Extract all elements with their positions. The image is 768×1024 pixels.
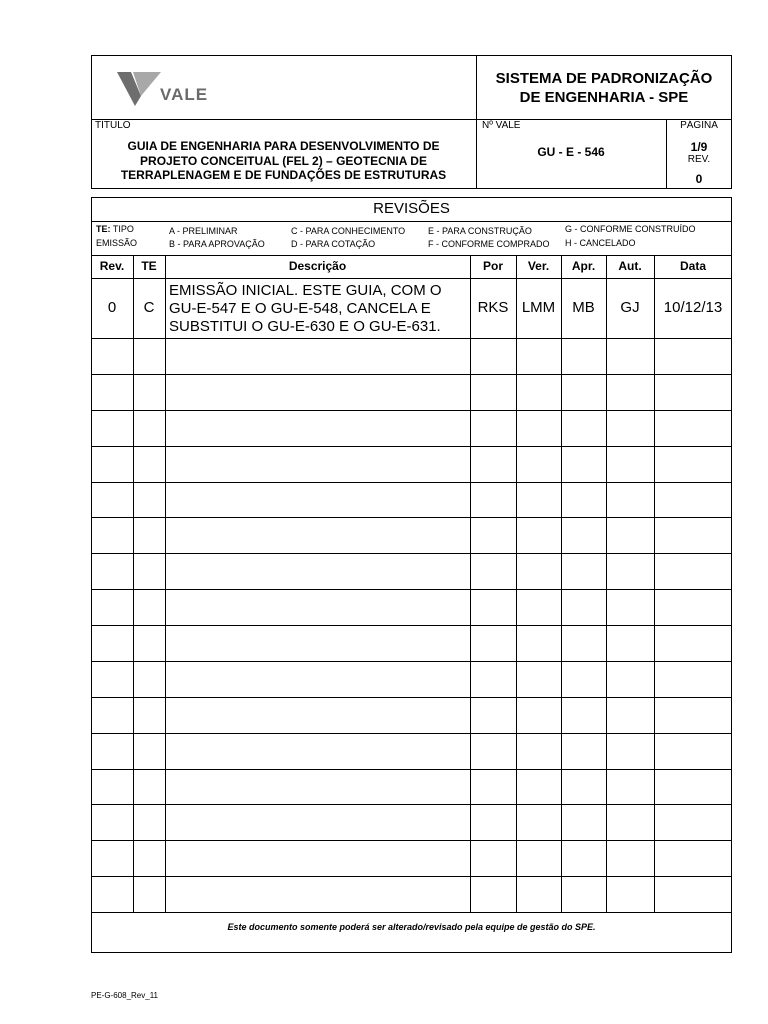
legend-d: D - PARA COTAÇÃO [291, 239, 376, 249]
rev-label: REV. [687, 154, 711, 165]
table-row-line [91, 410, 732, 411]
table-row-line [91, 338, 732, 339]
te-label: TE: [96, 224, 111, 234]
legend-h: H - CANCELADO [565, 238, 636, 248]
titulo-label: TÍTULO [95, 120, 131, 131]
table-row-line [91, 733, 732, 734]
table-top-line [91, 255, 732, 256]
col-header-rev: Rev. [99, 259, 125, 273]
revisions-title-divider [91, 221, 732, 222]
legend-g: G - CONFORME CONSTRUÍDO [565, 224, 696, 234]
table-col-line [470, 255, 471, 912]
row1-apr: MB [572, 299, 595, 316]
table-row-line [91, 625, 732, 626]
table-col-line [516, 255, 517, 912]
legend-e: E - PARA CONSTRUÇÃO [428, 226, 532, 236]
col-header-por: Por [482, 259, 503, 273]
doc-title-line3: TERRAPLENAGEM E DE FUNDAÇÕES DE ESTRUTURAS [120, 168, 447, 182]
row1-aut: GJ [620, 299, 640, 316]
col-header-te: TE [141, 259, 157, 273]
row1-ver: LMM [521, 299, 556, 316]
table-row-line [91, 804, 732, 805]
row1-desc-line3: SUBSTITUI O GU-E-630 E O GU-E-631. [169, 318, 441, 335]
doc-number: GU - E - 546 [537, 145, 605, 159]
table-row-line [91, 374, 732, 375]
col-header-apr: Apr. [571, 259, 596, 273]
doc-title-line2: PROJETO CONCEITUAL (FEL 2) – GEOTECNIA DE [140, 154, 427, 168]
table-header-line [91, 278, 732, 279]
table-row-line [91, 517, 732, 518]
legend-a: A - PRELIMINAR [169, 226, 238, 236]
table-row-line [91, 697, 732, 698]
table-col-line [561, 255, 562, 912]
col-header-data: Data [679, 259, 706, 273]
table-row-line [91, 661, 732, 662]
footer-note: Este documento somente poderá ser alterado/revisado pela equipe de gestão do SPE. [227, 922, 596, 932]
table-col-line [133, 255, 134, 912]
legend-b: B - PARA APROVAÇÃO [169, 239, 265, 249]
row1-rev: 0 [107, 299, 117, 316]
table-row-line [91, 553, 732, 554]
pagina-label: PÁGINA [680, 120, 718, 131]
table-row-line [91, 446, 732, 447]
row1-desc-line2: GU-E-547 E O GU-E-548, CANCELA E [169, 300, 431, 317]
table-col-line [654, 255, 655, 912]
row1-te: C [143, 299, 155, 316]
table-col-line [606, 255, 607, 912]
nvale-label: Nº VALE [482, 120, 521, 131]
row1-desc-line1: EMISSÃO INICIAL. ESTE GUIA, COM O [169, 282, 442, 299]
logo-text: VALE [160, 85, 209, 104]
doc-title-line1: GUIA DE ENGENHARIA PARA DESENVOLVIMENTO DE [127, 139, 440, 153]
system-title-line1: SISTEMA DE PADRONIZAÇÃO [495, 70, 713, 87]
row1-data: 10/12/13 [663, 299, 723, 316]
vale-logo-icon [115, 68, 165, 108]
table-row-line [91, 912, 732, 913]
table-row-line [91, 589, 732, 590]
legend-f: F - CONFORME COMPRADO [428, 239, 550, 249]
table-row-line [91, 482, 732, 483]
col-header-descricao: Descrição [288, 259, 347, 273]
rev-number: 0 [695, 172, 703, 186]
col-header-ver: Ver. [527, 259, 550, 273]
table-col-line [165, 255, 166, 912]
table-row-line [91, 769, 732, 770]
table-row-line [91, 876, 732, 877]
table-row-line [91, 840, 732, 841]
page-number: 1/9 [690, 140, 708, 154]
system-title-line2: DE ENGENHARIA - SPE [519, 89, 689, 106]
revisions-title: REVISÕES [373, 200, 450, 217]
legend-c: C - PARA CONHECIMENTO [291, 226, 406, 236]
page-footer-code: PE-G-608_Rev_11 [91, 991, 158, 1000]
tipo-label: TIPO [112, 224, 134, 234]
header-divider [91, 119, 732, 120]
row1-por: RKS [477, 299, 509, 316]
col-header-aut: Aut. [618, 259, 642, 273]
emissao-label: EMISSÃO [96, 238, 138, 248]
te-tipo-label [96, 224, 134, 234]
